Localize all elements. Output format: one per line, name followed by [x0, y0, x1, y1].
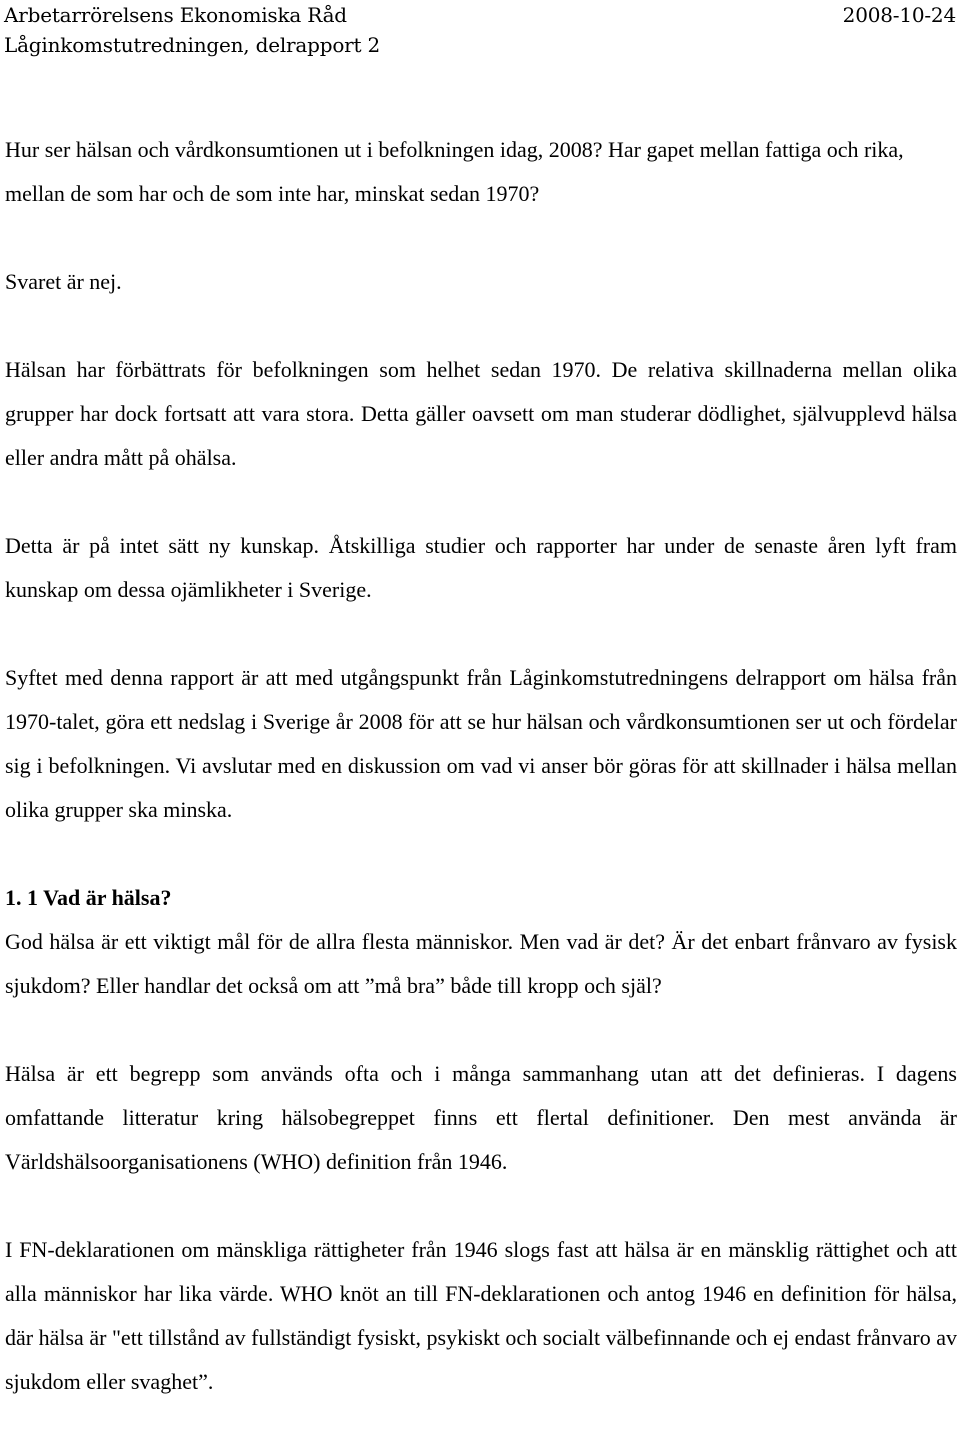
paragraph-answer: Svaret är nej.: [5, 269, 122, 294]
paragraph-report-purpose: Syftet med denna rapport är att med utgångspunkt från Låginkomstutredningens delrapport om hälsa från 1970-talet, göra ett nedslag i Sverige år 2008 för att se hur hälsan och vårdkonsumtionen ser ut och fördelar sig i befolkningen. Vi avslutar med en diskussion om vad vi anser bör göras för att skillnader i hälsa mellan olika grupper ska minska.: [5, 665, 957, 822]
document-body: [5, 128, 957, 1404]
header-date: 2008-10-24: [842, 3, 956, 27]
paragraph-fn-declaration: I FN-deklarationen om mänskliga rättigheter från 1946 slogs fast att hälsa är en mänsklig rättighet och att alla människor har lika värde. WHO knöt an till FN-deklarationen och antog 1946 en definition för hälsa, där hälsa är "ett tillstånd av fullständigt fysiskt, psykiskt och socialt välbefinnande och ej endast frånvaro av sjukdom eller svaghet”.: [5, 1237, 957, 1394]
paragraph-known-knowledge: Detta är på intet sätt ny kunskap. Åtskilliga studier och rapporter har under de senaste åren lyft fram kunskap om dessa ojämlikheter i Sverige.: [5, 533, 957, 602]
section-heading: 1. 1 Vad är hälsa?: [5, 885, 172, 910]
header-organization: Arbetarrörelsens Ekonomiska Råd: [4, 3, 347, 27]
header-report-title: Låginkomstutredningen, delrapport 2: [4, 33, 381, 57]
paragraph-health-improved: Hälsan har förbättrats för befolkningen som helhet sedan 1970. De relativa skillnaderna mellan olika grupper har dock fortsatt att vara stora. Detta gäller oavsett om man studerar dödlighet, självupplevd hälsa eller andra mått på ohälsa.: [5, 357, 957, 470]
paragraph-health-concept: Hälsa är ett begrepp som används ofta och i många sammanhang utan att det definieras. I dagens omfattande litteratur kring hälsobegreppet finns ett flertal definitioner. Den mest använda är Världshälsoorganisationens (WHO) definition från 1946.: [5, 1061, 957, 1174]
paragraph-good-health: God hälsa är ett viktigt mål för de allra flesta människor. Men vad är det? Är det enbart frånvaro av fysisk sjukdom? Eller handlar det också om att ”må bra” både till kropp och själ?: [5, 929, 957, 998]
page-header: [4, 0, 956, 60]
paragraph-question: Hur ser hälsan och vårdkonsumtionen ut i befolkningen idag, 2008? Har gapet mellan fattiga och rika, mellan de som har och de som inte har, minskat sedan 1970?: [5, 137, 904, 206]
header-top-row: [4, 0, 956, 30]
header-bottom-row: [4, 30, 956, 60]
